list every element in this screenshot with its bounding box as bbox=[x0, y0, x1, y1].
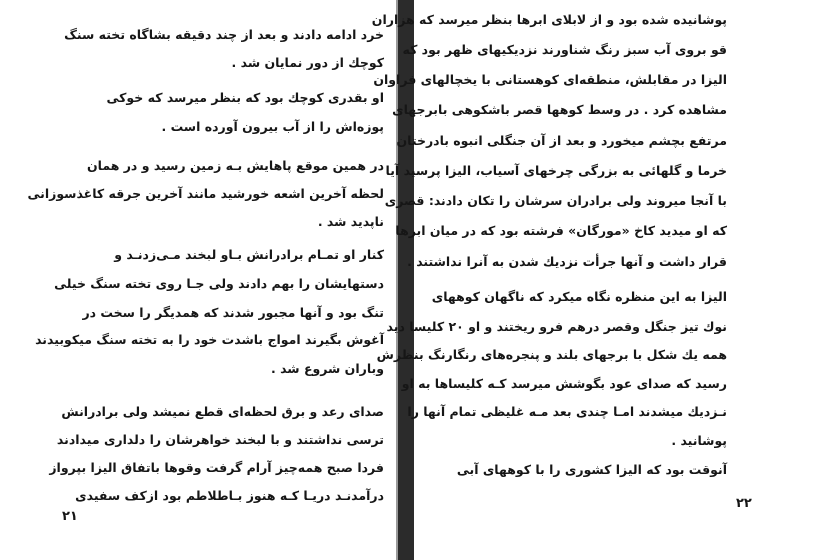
left-line-5: در همین موقع پاهایش بـه زمین رسید و در همان bbox=[86, 158, 384, 173]
left-line-2: کوچك از دور نمایان شد . bbox=[231, 55, 384, 70]
right-line-13: رسید که صدای عود بگوشش میرسد کـه کلیساها به او bbox=[401, 376, 727, 391]
left-line-3: او بقدری کوچك بود که بنظر میرسد که خوکی bbox=[106, 90, 384, 105]
right-line-1: پوشانیده شده بود و از لابلای ابرها بنظر میرسد که هزاران bbox=[371, 12, 727, 27]
left-line-1: خرد ادامه دادند و بعد از چند دقیقه بشاگاه تخته سنگ bbox=[64, 27, 384, 42]
left-line-8: کنار او تمـام برادرانش بـاو لبخند مـی‌زدنـد و bbox=[114, 247, 384, 262]
left-page bbox=[0, 0, 398, 560]
right-line-6: خرما و گلهائی به بزرگی چرخهای آسیاب، الیزا پرسید آیا bbox=[385, 163, 727, 178]
left-line-9: دستهایشان را بهم دادند ولی جـا روی تخته سنگ خیلی bbox=[54, 276, 384, 291]
right-line-3: الیزا در مقابلش، منطقه‌ای کوهستانی با یخچالهای فراوان bbox=[373, 72, 727, 87]
right-line-4: مشاهده کرد . در وسط کوهها قصر باشکوهی بابرجهای bbox=[392, 102, 727, 117]
left-line-4: پوزەاش را از آب بیرون آورده است . bbox=[161, 119, 384, 134]
right-line-2: قو بروی آب سبز رنگ شناورند نزدیکیهای ظهر بود که bbox=[402, 42, 727, 57]
left-line-15: فردا صبح همه‌چیز آرام گرفت وقوها باتفاق الیزا بپرواز bbox=[49, 460, 384, 475]
left-line-6: لحظه آخرین اشعه خورشید مانند آخرین جرقه کاغذسوزانی bbox=[27, 186, 384, 201]
right-line-5: مرتفع بچشم میخورد و بعد از آن جنگلی انبوه بادرختان bbox=[396, 133, 727, 148]
right-page bbox=[371, 0, 822, 560]
right-line-14: نـزدیك میشدند امـا چندی بعد مـه غلیظی تمام آنها را bbox=[407, 404, 727, 419]
left-line-7: ناپدید شد . bbox=[317, 214, 384, 229]
right-line-10: الیزا به این منظره نگاه میکرد که ناگهان کوههای bbox=[431, 289, 727, 304]
right-line-7: با آنجا میروند ولی برادران سرشان را تکان دادند: قصری bbox=[384, 193, 727, 208]
left-line-14: ترسی نداشتند و با لبخند خواهرشان را دلداری میدادند bbox=[56, 432, 384, 447]
right-line-16: آنوقت بود که الیزا کشوری را با کوههای آبی bbox=[456, 462, 727, 477]
right-line-15: پوشانید . bbox=[671, 433, 727, 448]
left-line-16: درآمدنـد دریـا کـه هنوز بـاطلاطم بود ازکف سفیدی bbox=[75, 488, 384, 503]
left-line-11: آغوش بگیرند امواج باشدت خود را به تخته سنگ میکوبیدند bbox=[35, 332, 384, 347]
page-number-left: ۲۱ bbox=[62, 509, 78, 524]
left-line-10: تنگ بود و آنها مجبور شدند که همدیگر را سخت در bbox=[82, 305, 384, 320]
right-line-9: قرار داشت و آنها جرأت نزدیك شدن به آنرا نداشتند . bbox=[407, 254, 727, 269]
right-line-11: نوك تیز جنگل وقصر درهم فرو ریختند و او ۲۰ کلیسا دید bbox=[386, 319, 727, 334]
left-line-12: وباران شروع شد . bbox=[270, 361, 384, 376]
page-number-right: ۲۲ bbox=[736, 496, 752, 511]
left-line-13: صدای رعد و برق لحظه‌ای قطع نمیشد ولی برادرانش bbox=[61, 404, 384, 419]
right-line-8: که او میدید کاخ «مورگان» فرشته بود که در میان ابرها bbox=[395, 223, 727, 238]
right-line-12: همه یك شکل با برجهای بلند و پنجره‌های رنگارنگ بنظرش bbox=[376, 347, 727, 362]
